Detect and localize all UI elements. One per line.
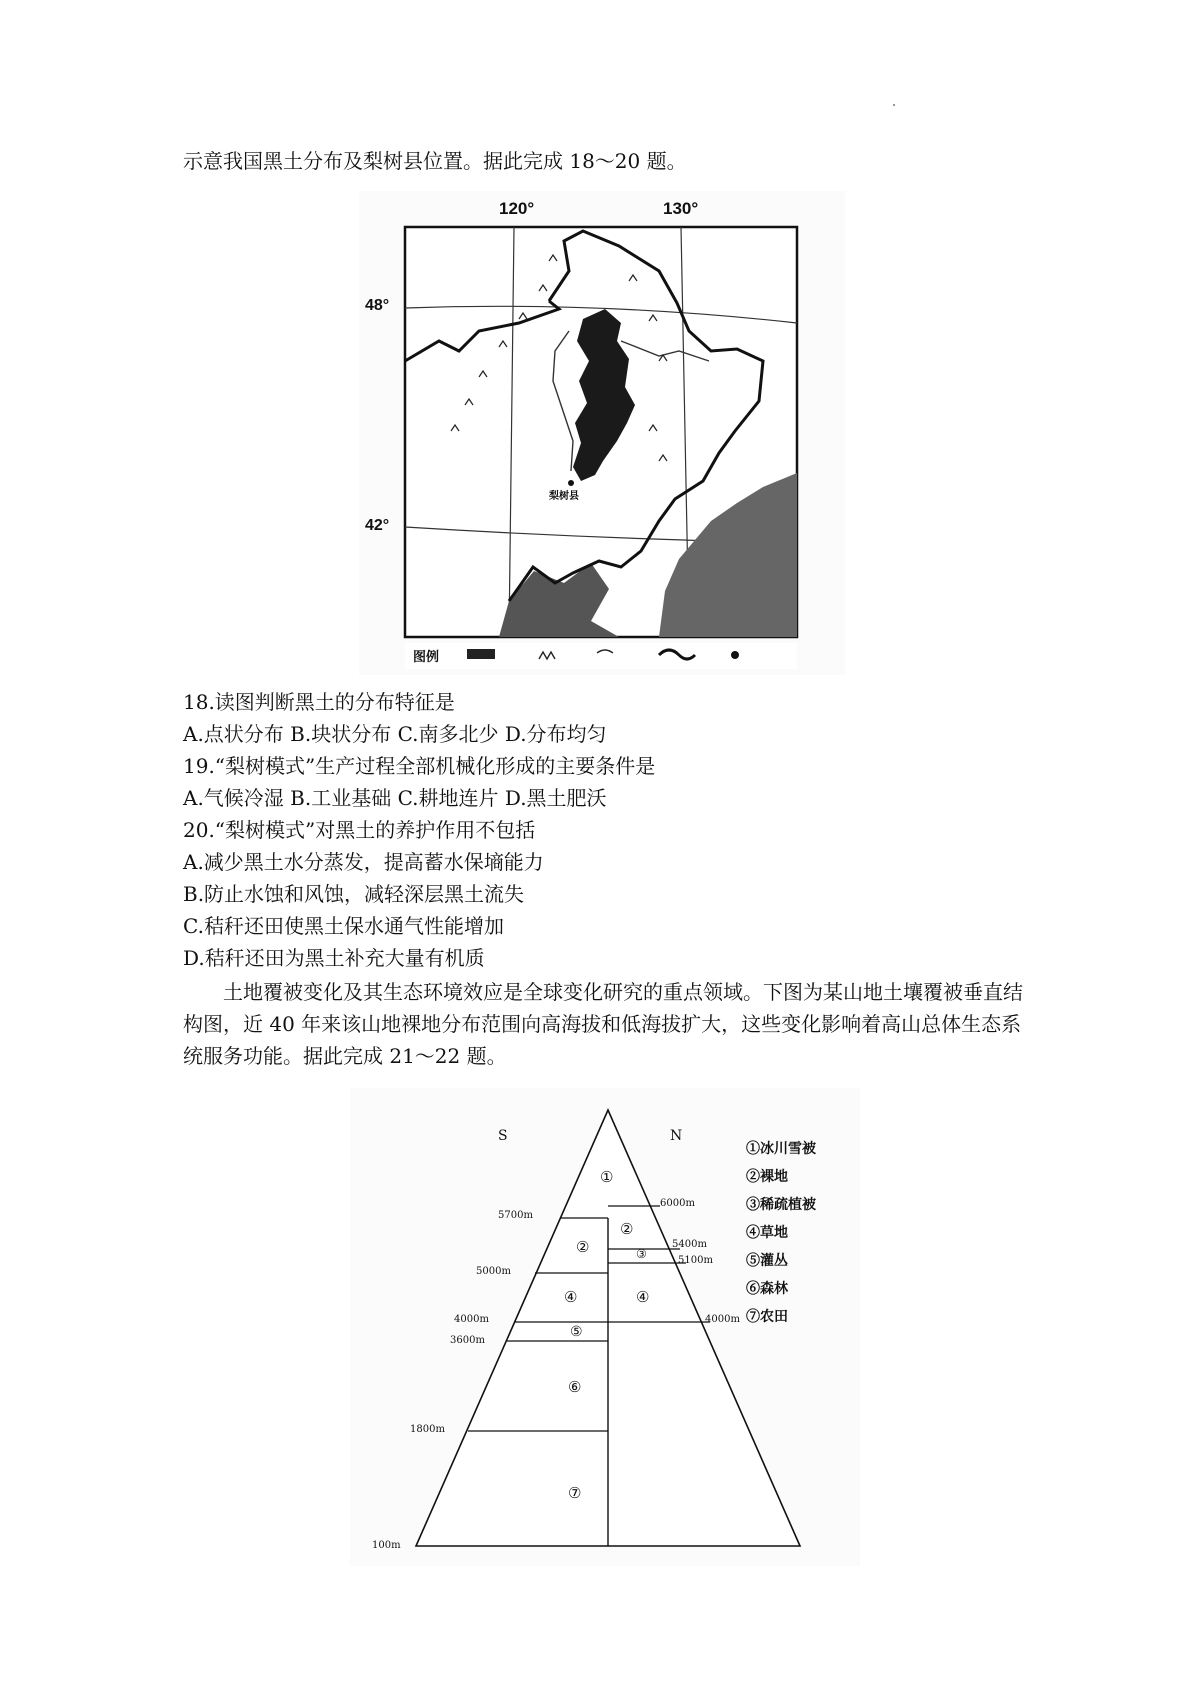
q20-option-d: D.秸秆还田为黑土补充大量有机质 bbox=[183, 946, 485, 970]
alt-n-4000: 4000m bbox=[705, 1314, 740, 1325]
q20-stem: 20.“梨树模式”对黑土的养护作用不包括 bbox=[183, 818, 536, 842]
scan-speck bbox=[893, 104, 895, 106]
legend-swatch-black-soil bbox=[467, 649, 495, 659]
legend-item-shrub: ⑤灌丛 bbox=[746, 1252, 788, 1268]
q20-option-a: A.减少黑土水分蒸发，提高蓄水保墒能力 bbox=[183, 850, 544, 874]
zone-4-grass-north: ④ bbox=[636, 1288, 650, 1306]
zone-1-glacier: ① bbox=[600, 1168, 614, 1186]
zone-4-grass-south: ④ bbox=[564, 1288, 578, 1306]
zone-6-forest: ⑥ bbox=[568, 1378, 582, 1396]
alt-n-5100: 5100m bbox=[678, 1255, 713, 1266]
alt-s-4000: 4000m bbox=[454, 1314, 489, 1325]
q20-option-b: B.防止水蚀和风蚀，减轻深层黑土流失 bbox=[183, 882, 525, 906]
lon-label-130: 130° bbox=[663, 199, 699, 218]
q19-options: A.气候冷湿 B.工业基础 C.耕地连片 D.黑土肥沃 bbox=[183, 786, 607, 810]
north-label: N bbox=[670, 1128, 683, 1144]
legend-swatch-city bbox=[731, 651, 739, 659]
alt-s-1800: 1800m bbox=[410, 1424, 445, 1435]
diagram-legend bbox=[746, 1134, 816, 1330]
lat-label-42: 42° bbox=[365, 517, 390, 534]
south-label: S bbox=[498, 1128, 508, 1144]
legend-title: 图例 bbox=[413, 649, 440, 664]
zone-5-shrub: ⑤ bbox=[570, 1324, 583, 1340]
vertical-zonation-diagram bbox=[350, 1088, 860, 1566]
alt-s-5700: 5700m bbox=[498, 1210, 533, 1221]
zone-3-sparse-north: ③ bbox=[636, 1247, 647, 1261]
alt-s-5000: 5000m bbox=[476, 1266, 511, 1277]
q18-options: A.点状分布 B.块状分布 C.南多北少 D.分布均匀 bbox=[183, 722, 607, 746]
legend-item-sparse: ③稀疏植被 bbox=[746, 1196, 816, 1212]
legend-item-forest: ⑥森林 bbox=[746, 1280, 788, 1296]
alt-n-5400: 5400m bbox=[672, 1239, 707, 1250]
zone-7-farmland: ⑦ bbox=[568, 1484, 582, 1502]
city-lishu-marker bbox=[568, 480, 574, 486]
alt-s-100: 100m bbox=[372, 1540, 401, 1551]
alt-s-3600: 3600m bbox=[450, 1335, 485, 1346]
alt-n-6000: 6000m bbox=[660, 1198, 695, 1209]
city-label: 梨树县 bbox=[549, 491, 579, 502]
zone-2-bare-south: ② bbox=[576, 1238, 590, 1256]
land-cover-paragraph: 土地覆被变化及其生态环境效应是全球变化研究的重点领域。下图为某山地土壤覆被垂直结构图，近 40 年来该山地裸地分布范围向高海拔和低海拔扩大，这些变化影响着高山总体生态系统服务功能。据此完成 21～22 题。 bbox=[183, 980, 1023, 1068]
intro-text: 示意我国黑土分布及梨树县位置。据此完成 18～20 题。 bbox=[183, 149, 687, 173]
zone-2-bare-north: ② bbox=[620, 1220, 634, 1238]
lat-label-48: 48° bbox=[365, 297, 390, 314]
q20-option-c: C.秸秆还田使黑土保水通气性能增加 bbox=[183, 914, 504, 938]
q18-stem: 18.读图判断黑土的分布特征是 bbox=[183, 690, 455, 714]
black-soil-map bbox=[359, 191, 845, 675]
legend-item-farmland: ⑦农田 bbox=[746, 1308, 788, 1324]
lon-label-120: 120° bbox=[499, 199, 535, 218]
q19-stem: 19.“梨树模式”生产过程全部机械化形成的主要条件是 bbox=[183, 754, 656, 778]
legend-item-grass: ④草地 bbox=[746, 1224, 788, 1240]
legend-item-glacier: ①冰川雪被 bbox=[746, 1140, 816, 1156]
legend-item-bare: ②裸地 bbox=[746, 1168, 788, 1184]
